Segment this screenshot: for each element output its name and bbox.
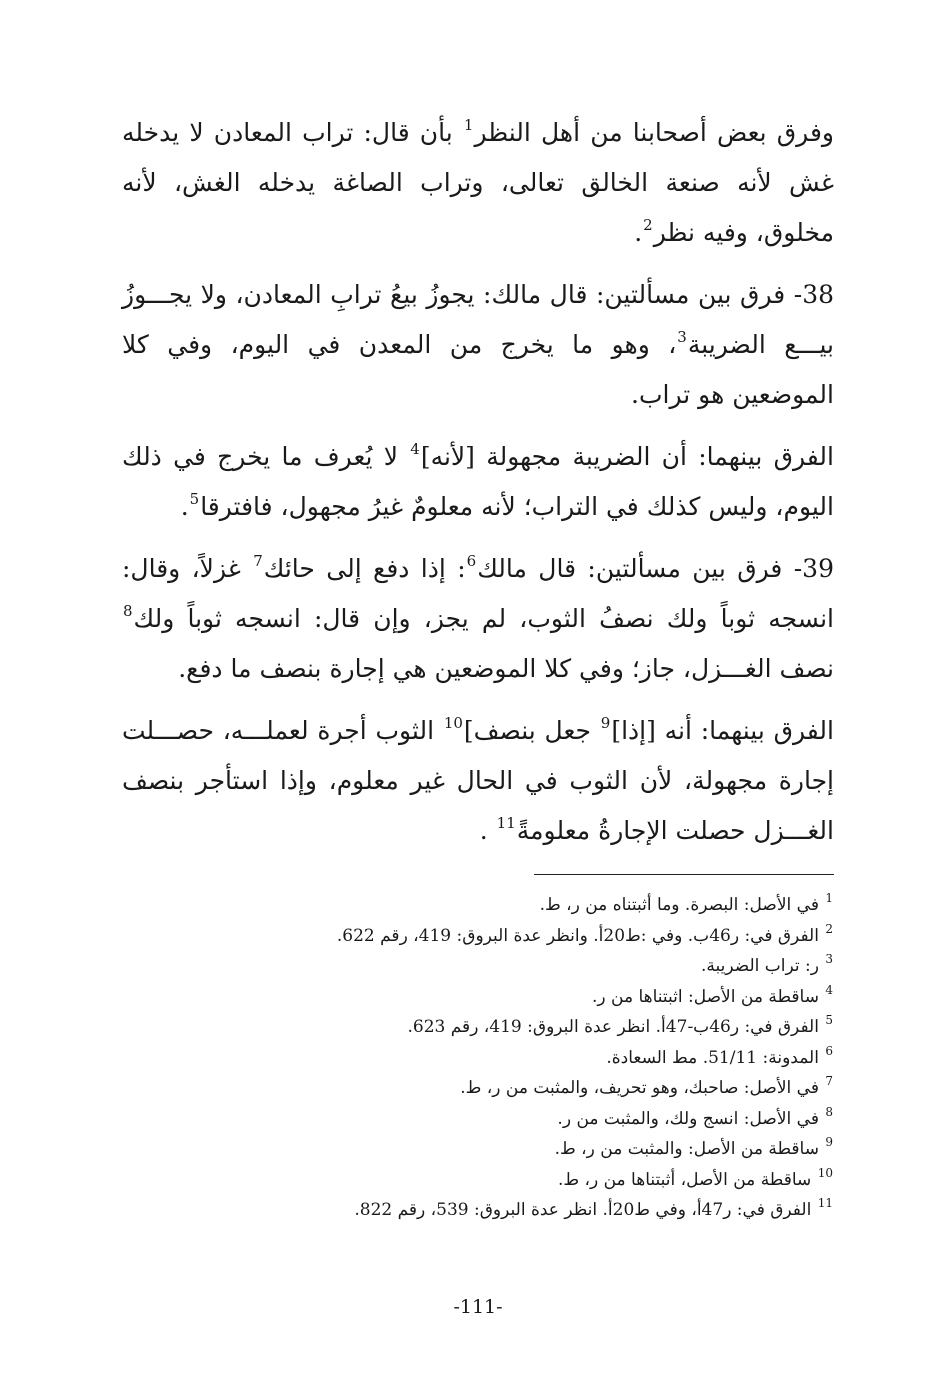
text-run: . [180,492,189,521]
footnote-text: ر: تراب الضريبة. [700,956,819,976]
footnote [122,1073,834,1104]
text-run: . [479,816,496,845]
footnote [122,1165,834,1196]
footnote [122,951,834,982]
footnote-ref: 5 [189,489,200,508]
text-run: نصف الغـــزل، جاز؛ وفي كلا الموضعين هي إجارة بنصف ما دفع. [178,654,834,683]
footnote-text: في الأصل: البصرة. وما أثبتناه من ر، ط. [539,895,819,915]
page-number: -111- [453,1296,503,1318]
footnote-text: في الأصل: صاحبك، وهو تحريف، والمثبت من ر، ط. [460,1078,819,1098]
footnote-number: 2 [825,921,833,936]
footnote [122,1195,834,1226]
text-run: جعل بنصف] [463,716,600,745]
footnotes [122,890,834,1226]
text-run: 38- فرق بين مسألتين: قال مالك: يجوزُ بيعُ ترابِ المعادن، ولا يجـــوزُ بيـــع الضريبة [122,280,834,359]
footnote-text: في الأصل: انسج ولك، والمثبت من ر. [557,1108,819,1129]
footnote-ref: 11 [496,813,516,832]
text-run: 39- فرق بين مسألتين: قال مالك [477,554,834,583]
text-run: . [634,218,643,247]
footnote-text: ساقطة من الأصل: اثبتناها من ر. [591,986,819,1007]
footnote [122,1043,834,1074]
footnote-number: 6 [825,1043,833,1058]
footnote-number: 3 [825,952,833,967]
text-run: وفرق بعض أصحابنا من أهل النظر [474,118,834,147]
text-run: لا يُعرف ما يخرج في ذلك اليوم، وليس كذلك في التراب؛ لأنه معلومٌ غيرُ مجهول، فافترقا [122,442,834,521]
footnote-number: 7 [825,1074,833,1089]
footnote-ref: 7 [253,551,263,570]
paragraph [122,108,834,258]
paragraph [122,432,834,532]
footnote-number: 9 [825,1135,833,1150]
book-page [122,108,834,1348]
footnote-ref: 4 [410,439,420,458]
footnote-number: 10 [817,1165,833,1180]
paragraph [122,544,834,694]
text-run: بأن قال: تراب المعادن لا يدخله غش لأنه صنعة الخالق تعالى، وتراب الصاغة يدخله الغش، لأنه مخلوق، وفيه نظر [122,118,834,247]
footnote-number: 11 [817,1196,833,1211]
text-run: الثوب أجرة لعملـــه، حصـــلت إجارة مجهولة، لأن الثوب في الحال غير معلوم، وإذا استأجر بنصف الغـــزل حصلت الإجارةُ معلومةً [122,716,835,845]
footnote-text: الفرق في: ر47أ، وفي ط20أ. انظر عدة البروق: 539، رقم 822. [354,1200,812,1220]
footnote-number: 1 [825,891,833,906]
footnote-number: 8 [825,1104,833,1119]
main-text [122,108,834,856]
paragraph [122,270,834,420]
footnote [122,1134,834,1165]
text-run: الفرق بينهما: أن الضريبة مجهولة [لأنه] [420,442,834,471]
footnote-ref: 8 [123,601,133,620]
footnote [122,1104,834,1135]
footnote-number: 4 [825,982,833,997]
text-run: غزلاً، وقال: انسجه ثوباً ولك نصفُ الثوب، لم يجز، وإن قال: انسجه ثوباً ولك [122,554,834,633]
footnote [122,1012,834,1043]
text-run: : إذا دفع إلى حائك [263,554,466,583]
footnote-ref: 2 [643,215,653,234]
footnote-text: المدونة: 51/11. مط السعادة. [606,1047,819,1068]
footnote-text: الفرق في: ر46ب. وفي :ط20أ. وانظر عدة البروق: 419، رقم 622. [336,925,819,946]
footnote [122,982,834,1013]
footnote-text: ساقطة من الأصل: والمثبت من ر، ط. [554,1139,819,1159]
footnote [122,890,834,921]
text-run: الفرق بينهما: أنه [إذا] [611,716,834,745]
footnote-text: الفرق في: ر46ب-47أ. انظر عدة البروق: 419، رقم 623. [407,1017,819,1037]
footnote-number: 5 [825,1013,833,1028]
footnote-separator [534,874,834,875]
footnote-ref: 9 [600,713,611,732]
footnote [122,921,834,952]
paragraph [122,706,834,856]
footnote-ref: 1 [463,115,474,134]
text-run: ، وهو ما يخرج من المعدن في اليوم، وفي كلا الموضعين هو تراب. [122,330,834,409]
footnote-ref: 10 [443,713,463,732]
footnote-text: ساقطة من الأصل، أثبتناها من ر، ط. [557,1169,812,1190]
footnote-ref: 6 [466,551,477,570]
footnote-ref: 3 [677,327,687,346]
